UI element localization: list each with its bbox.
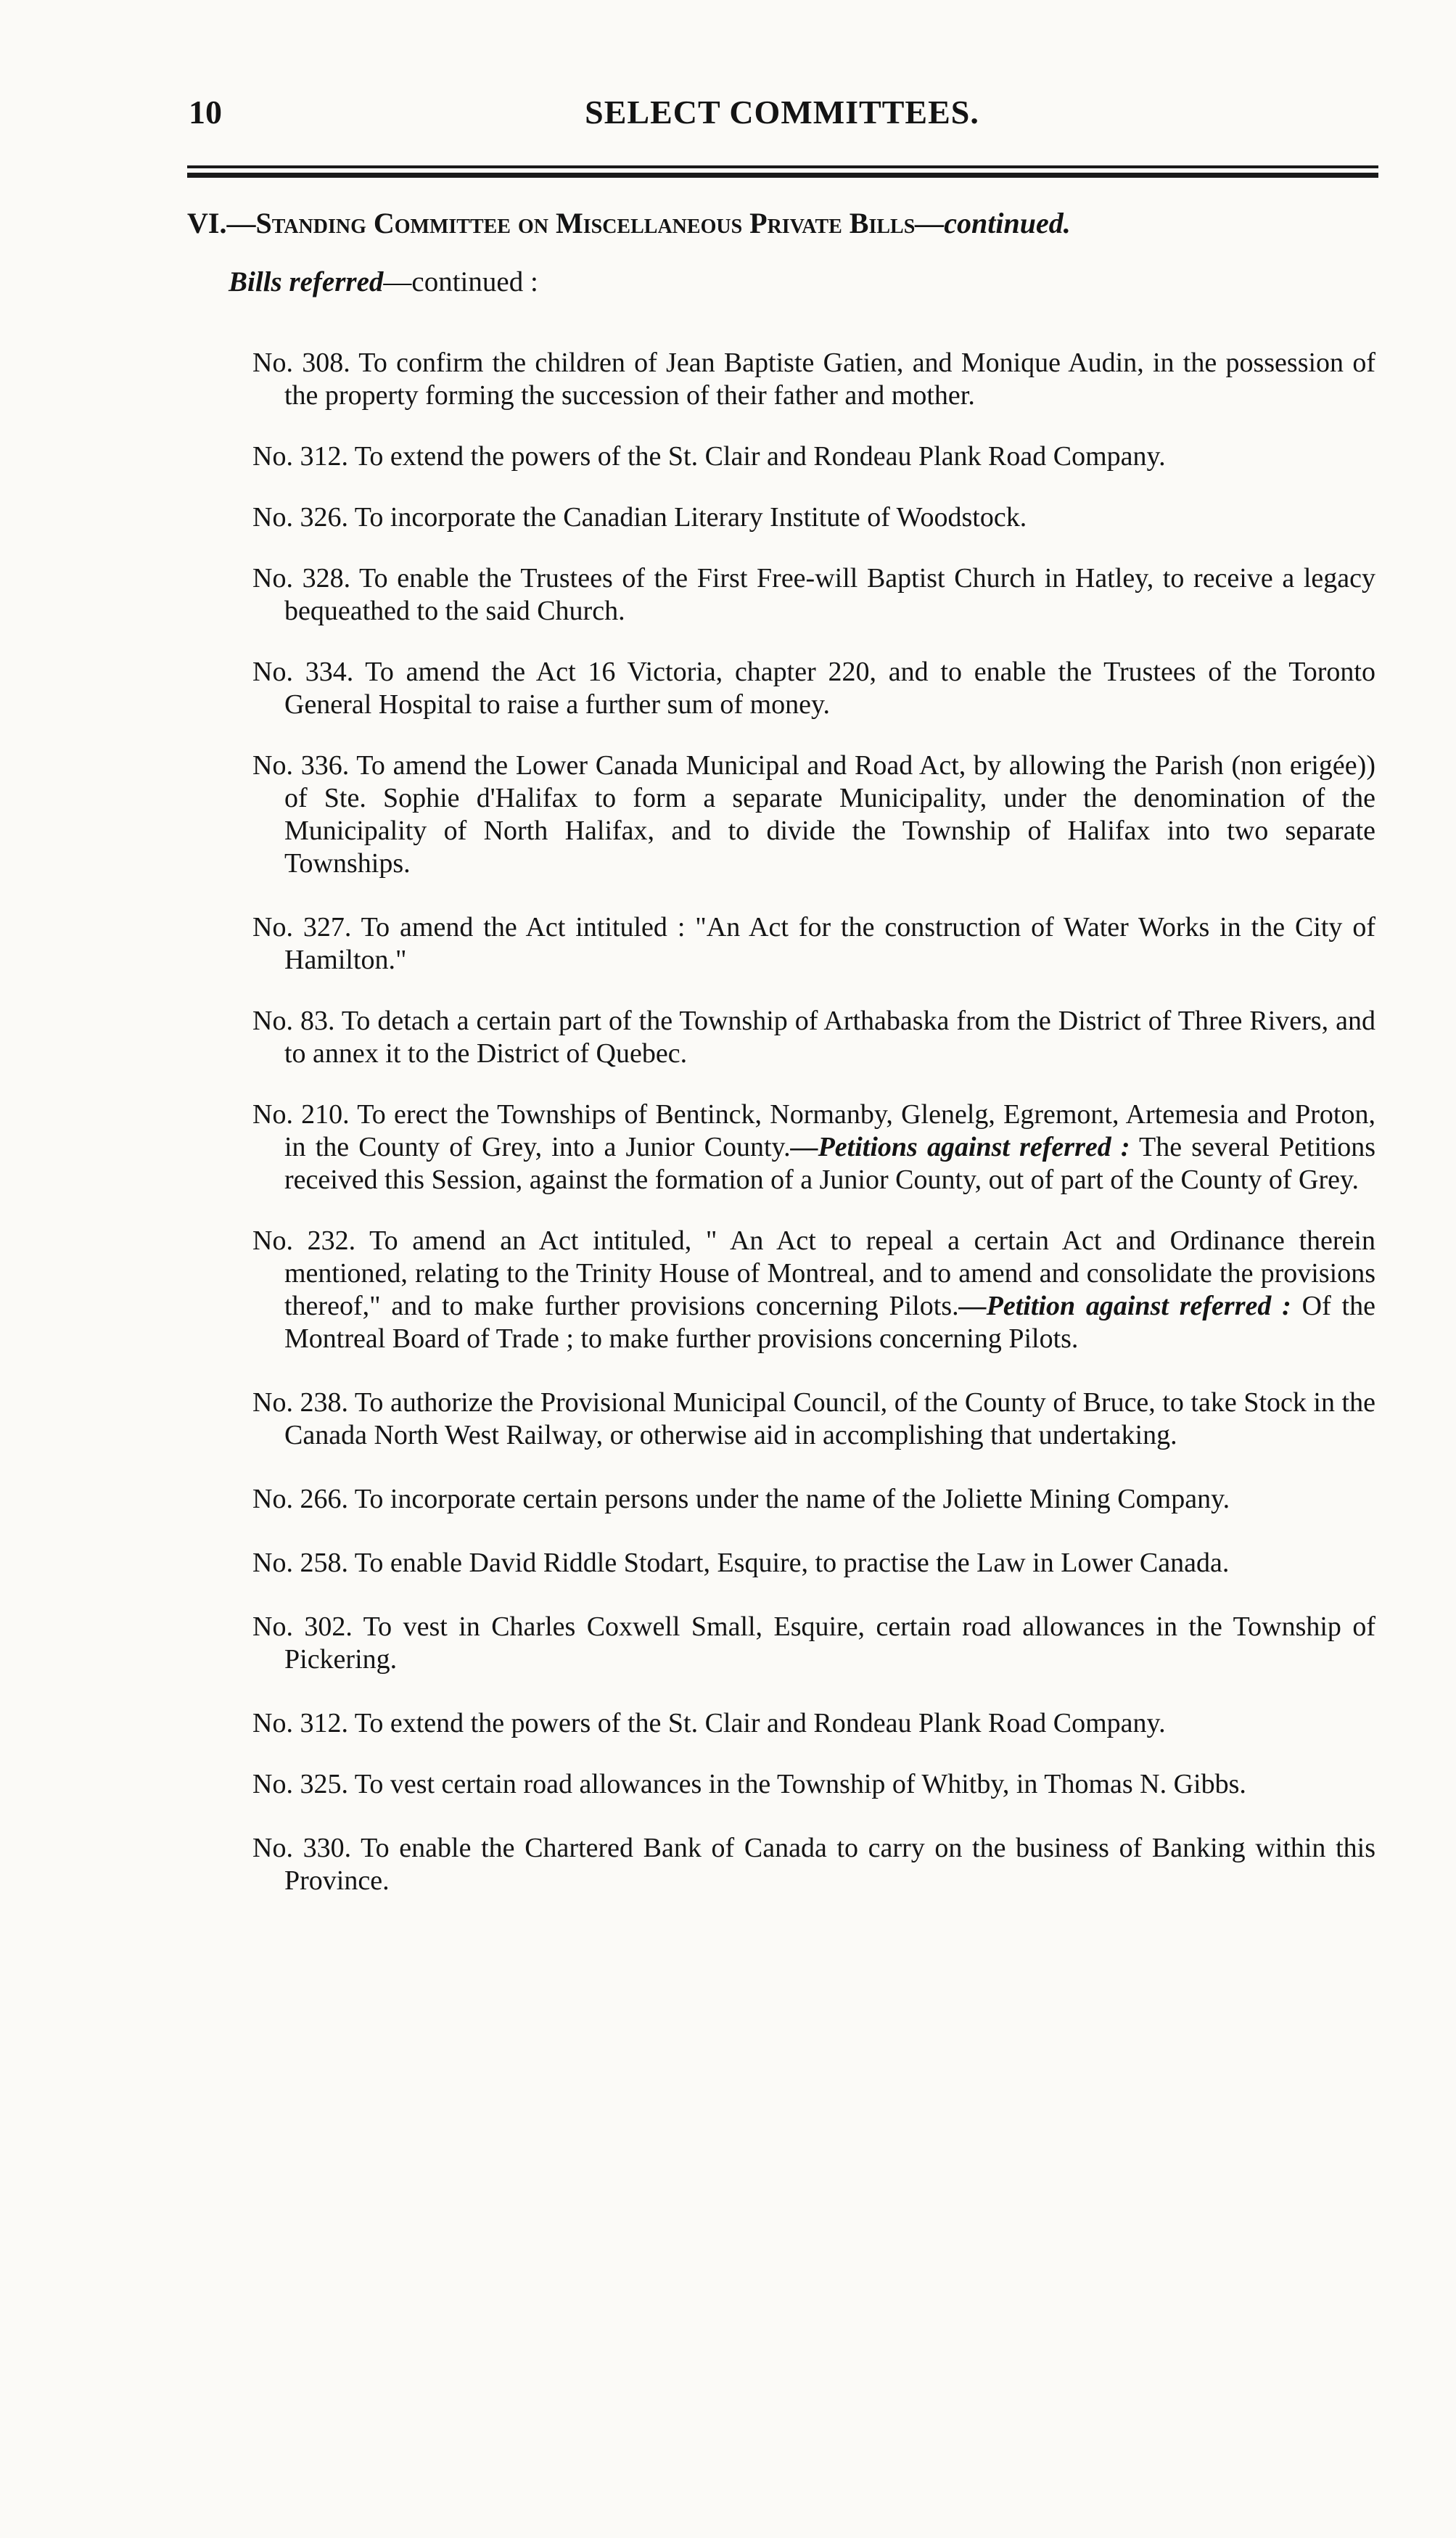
bill-number: No. 83. bbox=[252, 1006, 335, 1036]
bill-text: To erect the Townships of Bentinck, Normanby, Glenelg, Egremont, Artemesia and Proton, in the County of Grey, into a Junior County. bbox=[284, 1099, 1375, 1162]
bill-text: To enable David Riddle Stodart, Esquire, to practise the Law in Lower Canada. bbox=[354, 1548, 1230, 1578]
bill-number: No. 330. bbox=[252, 1833, 352, 1863]
bill-text: To amend the Lower Canada Municipal and Road Act, by allowing the Parish (non erigée)) of Ste. Sophie d'Halifax to form a separate Municipality, under the denomination of the Municipality of North Halifax, and to divide the Township of Halifax into two separate Townships. bbox=[284, 750, 1375, 879]
bill-entry bbox=[252, 911, 1375, 977]
bill-number: No. 238. bbox=[252, 1387, 348, 1418]
bill-entry bbox=[252, 656, 1375, 721]
bill-entry bbox=[252, 1225, 1375, 1355]
bill-entry bbox=[252, 1768, 1375, 1801]
bill-number: No. 312. bbox=[252, 441, 348, 472]
subheading-italic: Bills referred bbox=[229, 266, 384, 297]
bill-text: To confirm the children of Jean Baptiste Gatien, and Monique Audin, in the possession of the property forming the succession of their father and mother. bbox=[284, 348, 1375, 411]
bill-text: To extend the powers of the St. Clair and Rondeau Plank Road Company. bbox=[354, 1708, 1166, 1738]
bill-number: No. 312. bbox=[252, 1708, 348, 1738]
running-head: SELECT COMMITTEES. bbox=[585, 94, 979, 131]
bill-number: No. 328. bbox=[252, 563, 351, 594]
bill-text: To vest certain road allowances in the Township of Whitby, in Thomas N. Gibbs. bbox=[354, 1769, 1246, 1799]
bill-text: To amend the Act 16 Victoria, chapter 220, and to enable the Trustees of the Toronto General Hospital to raise a further sum of money. bbox=[284, 657, 1375, 720]
bill-entry bbox=[252, 750, 1375, 880]
bill-number: No. 334. bbox=[252, 657, 354, 687]
petition-note: —Petitions against referred : bbox=[790, 1132, 1130, 1162]
bill-text: To extend the powers of the St. Clair and Rondeau Plank Road Company. bbox=[354, 441, 1166, 472]
bill-entry bbox=[252, 1547, 1375, 1580]
bill-list bbox=[252, 319, 1375, 1926]
bill-entry bbox=[252, 1005, 1375, 1070]
bill-text: To enable the Chartered Bank of Canada to carry on the business of Banking within this Province. bbox=[284, 1833, 1375, 1896]
bill-number: No. 302. bbox=[252, 1611, 353, 1642]
petition-text: Of the Montreal Board of Trade ; to make further provisions concerning Pilots. bbox=[284, 1291, 1375, 1354]
bill-entry bbox=[252, 562, 1375, 628]
bill-entry bbox=[252, 1387, 1375, 1452]
bill-entry bbox=[252, 1832, 1375, 1897]
petition-note: —Petition against referred : bbox=[958, 1291, 1291, 1321]
page-number: 10 bbox=[189, 94, 222, 131]
bill-text: To detach a certain part of the Township of Arthabaska from the District of Three Rivers, and to annex it to the District of Quebec. bbox=[284, 1006, 1375, 1069]
header-rule-thin bbox=[187, 165, 1378, 168]
bill-text: To incorporate certain persons under the name of the Joliette Mining Company. bbox=[354, 1484, 1230, 1514]
bill-text: To vest in Charles Coxwell Small, Esquire, certain road allowances in the Township of Pickering. bbox=[284, 1611, 1375, 1675]
bill-number: No. 327. bbox=[252, 912, 352, 942]
subheading bbox=[229, 266, 538, 298]
bill-entry bbox=[252, 440, 1375, 473]
bill-entry bbox=[252, 1707, 1375, 1740]
bill-number: No. 336. bbox=[252, 750, 350, 781]
bill-number: No. 308. bbox=[252, 348, 350, 378]
bill-entry bbox=[252, 347, 1375, 412]
bill-number: No. 266. bbox=[252, 1484, 348, 1514]
bill-text: To authorize the Provisional Municipal Council, of the County of Bruce, to take Stock in the Canada North West Railway, or otherwise aid in accomplishing that undertaking. bbox=[284, 1387, 1375, 1450]
petition-text: The several Petitions received this Session, against the formation of a Junior County, out of part of the County of Grey. bbox=[284, 1132, 1375, 1195]
bill-text: To amend an Act intituled, " An Act to repeal a certain Act and Ordinance therein mentioned, relating to the Trinity House of Montreal, and to amend and consolidate the provisions thereof," and to make further provisions concerning Pilots. bbox=[284, 1225, 1375, 1321]
bill-entry bbox=[252, 1611, 1375, 1676]
bill-text: To amend the Act intituled : "An Act for the construction of Water Works in the City of Hamilton." bbox=[284, 912, 1375, 975]
section-title-main: VI.—Standing Committee on Miscellaneous Private Bills bbox=[187, 207, 916, 239]
section-title-continued: —continued. bbox=[915, 207, 1071, 239]
bill-number: No. 210. bbox=[252, 1099, 350, 1130]
bill-entry bbox=[252, 1098, 1375, 1196]
bill-number: No. 232. bbox=[252, 1225, 356, 1256]
bill-text: To enable the Trustees of the First Free-will Baptist Church in Hatley, to receive a legacy bequeathed to the said Church. bbox=[284, 563, 1375, 626]
bill-entry bbox=[252, 1483, 1375, 1516]
section-title bbox=[187, 206, 1071, 240]
bill-text: To incorporate the Canadian Literary Institute of Woodstock. bbox=[354, 502, 1027, 533]
header-rule-thick bbox=[187, 173, 1378, 178]
bill-number: No. 258. bbox=[252, 1548, 348, 1578]
page-header bbox=[187, 86, 1377, 136]
bill-number: No. 325. bbox=[252, 1769, 348, 1799]
subheading-rest: —continued : bbox=[383, 266, 538, 297]
bill-number: No. 326. bbox=[252, 502, 348, 533]
bill-entry bbox=[252, 501, 1375, 534]
